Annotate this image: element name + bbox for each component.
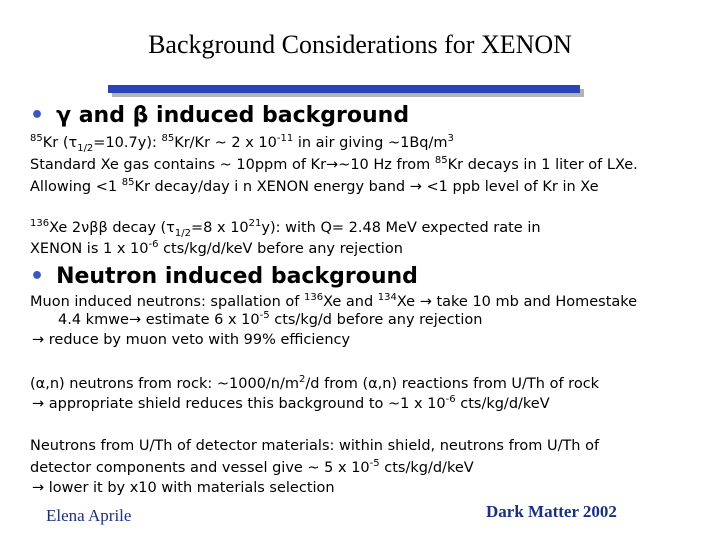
bullet-neutron	[30, 264, 418, 289]
bullet-gamma-beta	[30, 103, 409, 128]
section-heading-gamma-beta: γ and β induced background	[56, 103, 410, 128]
slide-title: Background Considerations for XENON	[148, 30, 572, 59]
xe136-line-1: $^{136}$Xe 2νββ decay ($\tau_{1/2}=8$ x $10^{21}y$): with Q= 2.48 MeV expected rate in	[30, 218, 541, 239]
muon-line-1: Muon induced neutrons: spallation of $^{136}$Xe and $^{134}$Xe → take 10 mb and Homestake	[30, 292, 638, 310]
rock-line-1: (α,n) neutrons from rock: $\sim 1000/n/m^2/d$ from (α,n) reactions from U/Th of rock	[30, 374, 600, 392]
materials-line-2: detector components and vessel give ~ 5 x $10^{-5}$ cts/kg/d/keV	[30, 458, 474, 476]
xe-gas-line: Standard Xe gas contains ~ 10ppm of Kr→~10 Hz from $^{85}$Kr decays in 1 liter of LXe.	[30, 155, 638, 173]
materials-line-3: → lower it by x10 with materials selection	[32, 480, 335, 496]
muon-line-2: 4.4 kmwe→ estimate 6 x $10^{-5}$ cts/kg/d before any rejection	[58, 310, 483, 328]
kr-allowance-line: Allowing <1 $^{85}$Kr decay/day i n XENON energy band → <1 ppb level of Kr in Xe	[30, 177, 599, 195]
bullet-dot: •	[30, 264, 45, 289]
rock-line-2: → appropriate shield reduces this background to ~1 x $10^{-6}$ cts/kg/d/keV	[32, 394, 550, 412]
section-heading-neutron: Neutron induced background	[56, 264, 418, 289]
muon-line-3: → reduce by muon veto with 99% efficiency	[32, 332, 351, 348]
materials-line-1: Neutrons from U/Th of detector materials: within shield, neutrons from U/Th of	[30, 438, 600, 454]
title-underline	[108, 85, 580, 93]
bullet-dot: •	[30, 103, 45, 128]
kr-halflife-line: $^{85}$Kr $(\tau_{1/2}=10.7y)$: $^{85}$Kr/Kr ~ 2 x $10^{-11}$ in air giving $\sim 1Bq/m^3$	[30, 133, 454, 154]
xe136-line-2: XENON is 1 x $10^{-6}$ cts/kg/d/keV before any rejection	[30, 239, 403, 257]
footer-conference: Dark Matter 2002	[486, 502, 617, 521]
footer-author: Elena Aprile	[46, 506, 132, 525]
